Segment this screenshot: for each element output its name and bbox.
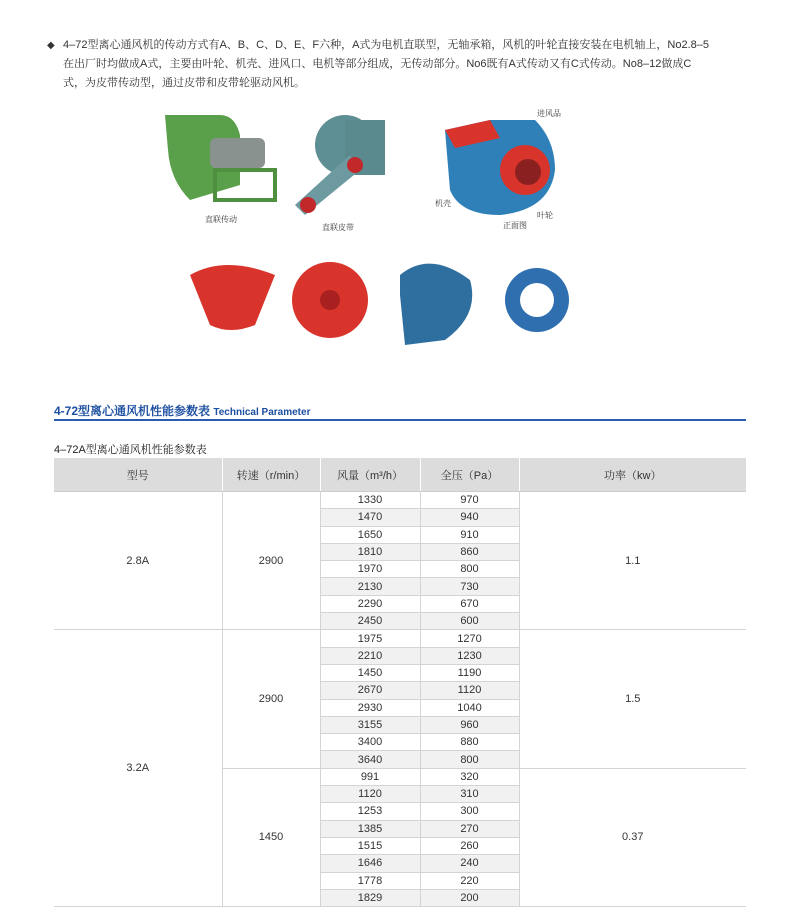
pressure-cell: 1190 <box>420 664 519 681</box>
label-inlet: 进风品 <box>537 109 561 118</box>
power-cell: 1.1 <box>519 492 746 630</box>
airflow-cell: 1810 <box>320 543 420 560</box>
airflow-cell: 2450 <box>320 613 420 630</box>
bullet-icon: ◆ <box>47 40 55 51</box>
pressure-cell: 880 <box>420 734 519 751</box>
section-title-en: Technical Parameter <box>213 407 311 418</box>
airflow-cell: 1450 <box>320 664 420 681</box>
header-pressure: 全压（Pa） <box>420 458 519 492</box>
pressure-cell: 240 <box>420 855 519 872</box>
section-title-cn: 4-72型离心通风机性能参数表 <box>54 404 211 418</box>
pressure-cell: 200 <box>420 889 519 906</box>
pressure-cell: 730 <box>420 578 519 595</box>
airflow-cell: 3400 <box>320 734 420 751</box>
power-cell: 0.37 <box>519 768 746 906</box>
housing-image <box>400 264 472 345</box>
pressure-cell: 960 <box>420 716 519 733</box>
table-row <box>54 630 746 647</box>
front-view-fan-image <box>440 110 560 220</box>
pressure-cell: 270 <box>420 820 519 837</box>
label-impeller: 叶轮 <box>537 211 553 220</box>
pressure-cell: 260 <box>420 837 519 854</box>
pressure-cell: 800 <box>420 561 519 578</box>
power-cell: 1.5 <box>519 630 746 768</box>
pressure-cell: 860 <box>420 543 519 560</box>
airflow-cell: 1650 <box>320 526 420 543</box>
header-speed: 转速（r/min） <box>222 458 320 492</box>
pressure-cell: 1120 <box>420 682 519 699</box>
intro-paragraph <box>47 36 710 93</box>
airflow-cell: 1253 <box>320 803 420 820</box>
pressure-cell: 600 <box>420 613 519 630</box>
airflow-cell: 1470 <box>320 509 420 526</box>
label-housing: 机壳 <box>435 199 451 208</box>
airflow-cell: 2670 <box>320 682 420 699</box>
intro-text: 4–72型离心通风机的传动方式有A、B、C、D、E、F六种，A式为电机直联型，无轴承箱，风机的叶轮直接安装在电机轴上，No2.8–5在出厂时均做成A式，主要由叶轮、机壳、进风口、电机等部分组成，无传动部分。No6既有A式传动又有C式传动。No8–12做成C式，为皮带传动型，通过皮带和皮带轮驱动风机。 <box>63 39 710 89</box>
airflow-cell: 1385 <box>320 820 420 837</box>
header-airflow: 风量（m³/h） <box>320 458 420 492</box>
airflow-cell: 1975 <box>320 630 420 647</box>
pressure-cell: 910 <box>420 526 519 543</box>
pressure-cell: 970 <box>420 492 519 509</box>
pressure-cell: 300 <box>420 803 519 820</box>
table-row <box>54 492 746 509</box>
airflow-cell: 1330 <box>320 492 420 509</box>
airflow-cell: 991 <box>320 768 420 785</box>
section-divider <box>54 419 746 421</box>
pressure-cell: 800 <box>420 751 519 768</box>
pressure-cell: 310 <box>420 786 519 803</box>
speed-cell: 2900 <box>222 492 320 630</box>
header-power: 功率（kw） <box>519 458 746 492</box>
airflow-cell: 1829 <box>320 889 420 906</box>
caption-front-view: 正面图 <box>503 221 527 230</box>
inlet-cone-image <box>190 265 275 330</box>
airflow-cell: 2930 <box>320 699 420 716</box>
speed-cell: 2900 <box>222 630 320 768</box>
pressure-cell: 220 <box>420 872 519 889</box>
pressure-cell: 1270 <box>420 630 519 647</box>
model-cell: 3.2A <box>54 630 222 907</box>
airflow-cell: 1970 <box>320 561 420 578</box>
header-model: 型号 <box>54 458 222 492</box>
speed-cell: 1450 <box>222 768 320 906</box>
airflow-cell: 1515 <box>320 837 420 854</box>
pressure-cell: 1040 <box>420 699 519 716</box>
pressure-cell: 670 <box>420 595 519 612</box>
airflow-cell: 2290 <box>320 595 420 612</box>
airflow-cell: 1778 <box>320 872 420 889</box>
airflow-cell: 3155 <box>320 716 420 733</box>
airflow-cell: 2210 <box>320 647 420 664</box>
airflow-cell: 1120 <box>320 786 420 803</box>
direct-drive-fan-image <box>160 110 280 210</box>
model-cell: 2.8A <box>54 492 222 630</box>
airflow-cell: 3640 <box>320 751 420 768</box>
parameter-table <box>54 458 746 907</box>
parts-images <box>185 255 485 350</box>
pressure-cell: 320 <box>420 768 519 785</box>
flange-ring-image <box>497 265 577 335</box>
table-header-row <box>54 458 746 492</box>
airflow-cell: 1646 <box>320 855 420 872</box>
table-title: 4–72A型离心通风机性能参数表 <box>54 444 207 456</box>
airflow-cell: 2130 <box>320 578 420 595</box>
caption-belt-drive: 直联皮带 <box>322 223 354 232</box>
section-title <box>54 402 310 419</box>
pressure-cell: 940 <box>420 509 519 526</box>
caption-direct-drive: 直联传动 <box>205 215 237 224</box>
belt-drive-fan-image <box>290 110 400 215</box>
pressure-cell: 1230 <box>420 647 519 664</box>
